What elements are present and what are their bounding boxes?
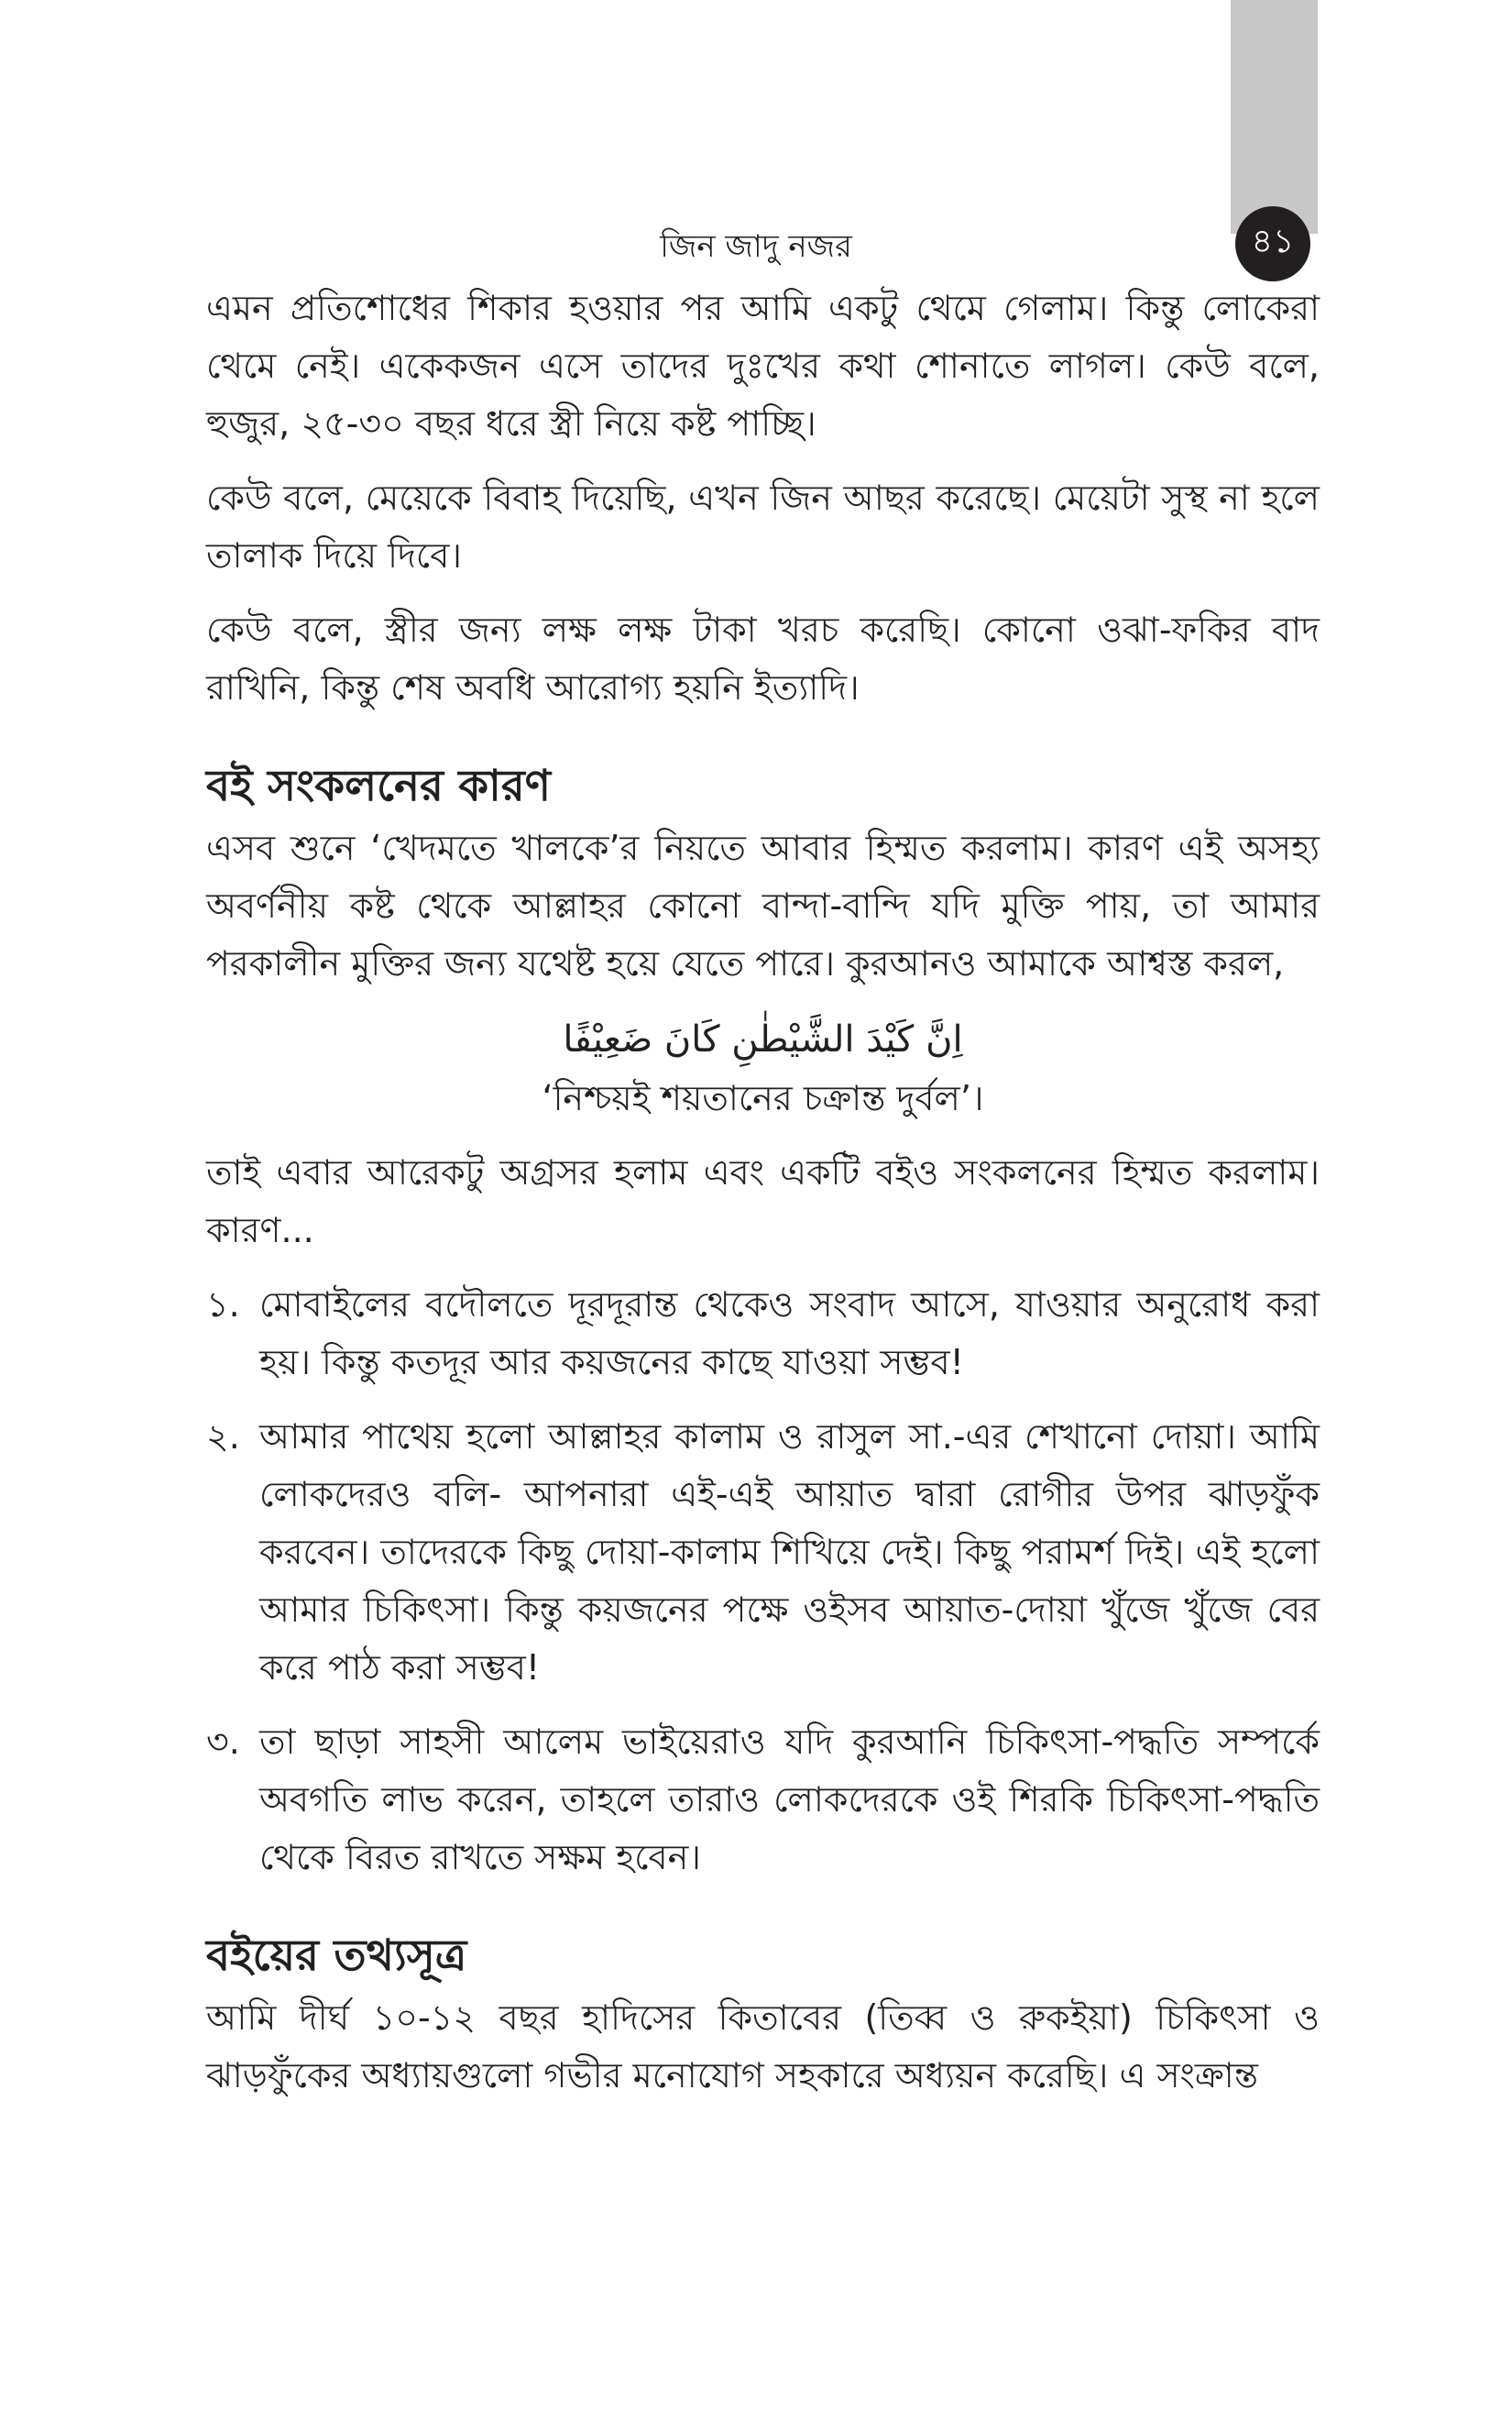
list-item: [206, 1713, 1320, 1886]
list-item-number: ৩.: [206, 1722, 240, 1762]
list-item: [206, 1408, 1320, 1697]
paragraph-3: কেউ বলে, স্ত্রীর জন্য লক্ষ লক্ষ টাকা খরচ করেছি। কোনো ওঝা-ফকির বাদ রাখিনি, কিন্তু শেষ অবধি আরোগ্য হয়নি ইত্যাদি।: [206, 610, 1320, 708]
list-item-text: আমার পাথেয় হলো আল্লাহর কালাম ও রাসুল সা.-এর শেখানো দোয়া। আমি লোকদেরও বলি- আপনারা এই-এই আয়াত দ্বারা রোগীর উপর ঝাড়ফুঁক করবেন। তাদেরকে কিছু দোয়া-কালাম শিখিয়ে দেই। কিছু পরামর্শ দিই। এই হলো আমার চিকিৎসা। কিন্তু কয়জনের পক্ষে ওইসব আয়াত-দোয়া খুঁজে খুঁজে বের করে পাঠ করা সম্ভব!: [259, 1416, 1320, 1688]
running-title: জিন জাদু নজর: [660, 228, 852, 265]
list-item-text: তা ছাড়া সাহসী আলেম ভাইয়েরাও যদি কুরআনি চিকিৎসা-পদ্ধতি সম্পর্কে অবগতি লাভ করেন, তাহলে তারাও লোকদেরকে ওই শিরকি চিকিৎসা-পদ্ধতি থেকে বিরত রাখতে সক্ষম হবেন।: [259, 1722, 1320, 1877]
quran-verse: اِنَّ كَيْدَ الشَّيْطٰنِ كَانَ ضَعِيْفًا: [563, 1018, 963, 1061]
verse-translation: ‘নিশ্চয়ই শয়তানের চক্রান্ত দুর্বল’।: [542, 1078, 984, 1118]
reasons-list: [206, 1276, 1320, 1886]
page-edge-tab: [1231, 0, 1318, 234]
paragraph-2: কেউ বলে, মেয়েকে বিবাহ দিয়েছি, এখন জিন আছর করেছে। মেয়েটা সুস্থ না হলে তালাক দিয়ে দিবে।: [206, 478, 1320, 576]
list-item-number: ২.: [206, 1416, 240, 1457]
page-body: [206, 280, 1320, 2105]
paragraph-5: তাই এবার আরেকটু অগ্রসর হলাম এবং একটি বইও সংকলনের হিম্মত করলাম। কারণ...: [206, 1152, 1320, 1250]
paragraph-4: এসব শুনে ‘খেদমতে খালকে’র নিয়তে আবার হিম্মত করলাম। কারণ এই অসহ্য অবর্ণনীয় কষ্ট থেকে আল্লাহর কোনো বান্দা-বান্দি যদি মুক্তি পায়, তা আমার পরকালীন মুক্তির জন্য যথেষ্ট হয়ে যেতে পারে। কুরআনও আমাকে আশ্বস্ত করল,: [206, 828, 1320, 984]
paragraph-1: এমন প্রতিশোধের শিকার হওয়ার পর আমি একটু থেমে গেলাম। কিন্তু লোকেরা থেমে নেই। একেকজন এসে তাদের দুঃখের কথা শোনাতে লাগল। কেউ বলে, হুজুর, ২৫-৩০ বছর ধরে স্ত্রী নিয়ে কষ্ট পাচ্ছি।: [206, 288, 1320, 444]
page-number-badge: ৪১: [1235, 206, 1310, 281]
list-item-text: মোবাইলের বদৌলতে দূরদূরান্ত থেকেও সংবাদ আসে, যাওয়ার অনুরোধ করা হয়। কিন্তু কতদূর আর কয়জনের কাছে যাওয়া সম্ভব!: [259, 1284, 1320, 1382]
list-item-number: ১.: [206, 1284, 240, 1325]
section-heading-sources: বইয়ের তথ্যসূত্র: [206, 1930, 467, 1981]
list-item: [206, 1276, 1320, 1392]
section-heading-reason: বই সংকলনের কারণ: [206, 761, 552, 811]
paragraph-6: আমি দীর্ঘ ১০-১২ বছর হাদিসের কিতাবের (তিব্ব ও রুকইয়া) চিকিৎসা ও ঝাড়ফুঁকের অধ্যায়গুলো গভীর মনোযোগ সহকারে অধ্যয়ন করেছি। এ সংক্রান্ত: [206, 1997, 1320, 2096]
